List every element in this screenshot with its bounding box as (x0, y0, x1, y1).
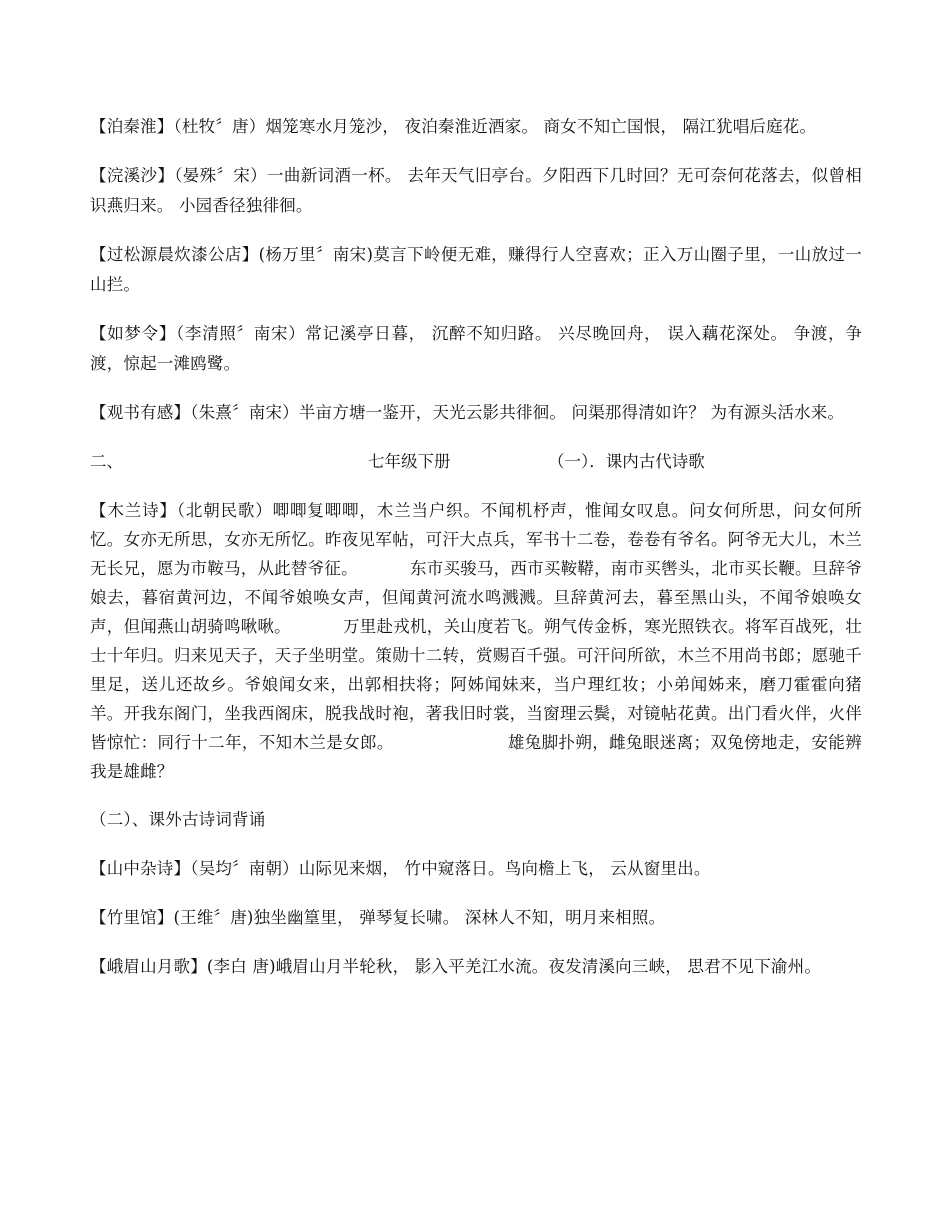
poem-huan-xi-sha (90, 161, 862, 221)
poem-bo-qin-huai (90, 112, 862, 142)
poem-text: 烟笼寒水月笼沙， 夜泊秦淮近酒家。 商女不知亡国恨， 隔江犹唱后庭花。 (265, 117, 817, 136)
poem-text: 东市买骏马，西市买鞍鞯，南市买辔头，北市买长鞭。旦辞爷娘去，暮宿黄河边，不闻爷娘唤女声，但闻黄河流水鸣溅溅。旦辞黄河去，暮至黑山头，不闻爷娘唤女声，但闻燕山胡骑鸣啾啾。 (90, 559, 862, 636)
poem-zhu-li-guan (90, 903, 862, 933)
section-heading (90, 447, 862, 477)
poem-text: 万里赴戎机，关山度若飞。朔气传金柝，寒光照铁衣。将军百战死，壮士十年归。归来见天子，天子坐明堂。策勋十二转，赏赐百千强。可汗问所欲，木兰不用尚书郎；愿驰千里足，送儿还故乡。爷娘闻女来，出郭相扶将；阿姊闻妹来，当户理红妆；小弟闻姊来，磨刀霍霍向猪羊。开我东阁门，坐我西阁床，脱我战时袍，著我旧时裳，当窗理云鬓，对镜帖花黄。出门看火伴，火伴皆惊忙：同行十二年，不知木兰是女郎。 (90, 617, 863, 752)
poem-text: 山际见来烟， 竹中窥落日。鸟向檐上飞， 云从窗里出。 (298, 859, 711, 878)
poem-text: 峨眉山月半轮秋， 影入平羌江水流。夜发清溪向三峡， 思君不见下渝州。 (275, 957, 822, 976)
poem-author: (王维〞唐) (173, 908, 254, 927)
poem-text: 半亩方塘一鉴开，天光云影共徘徊。 问渠那得清如许？ 为有源头活水来。 (298, 403, 845, 422)
poem-author: （朱熹〞南宋） (190, 403, 299, 422)
poem-title: 【浣溪沙】 (90, 166, 175, 185)
poem-ru-meng-ling (90, 319, 862, 379)
poem-title: 【木兰诗】 (90, 501, 177, 520)
poem-author: （北朝民歌） (176, 501, 273, 520)
poem-text: 一曲新词酒一杯。 去年天气旧亭台。夕阳西下几时回？无可奈何花落去，似曾相识燕归来。 小园香径独徘徊。 (90, 166, 862, 215)
poem-shan-zhong-za-shi (90, 854, 862, 884)
poem-guan-shu-you-gan (90, 398, 862, 428)
poem-author: (李白 唐) (206, 957, 276, 976)
poem-title: 【竹里馆】 (90, 908, 174, 927)
document-page (90, 112, 862, 1001)
poem-guo-song-yuan (90, 240, 862, 300)
section-part: （一）．课内古代诗歌 (548, 452, 705, 471)
poem-e-mei-shan-yue-ge (90, 952, 862, 982)
poem-title: 【观书有感】 (90, 403, 191, 422)
poem-author: （吴均〞南朝） (190, 859, 299, 878)
subsection-heading: （二）、课外古诗词背诵 (90, 810, 266, 829)
poem-text: 莫言下岭便无难，赚得行人空喜欢；正入万山圈子里，一山放过一山拦。 (90, 245, 862, 294)
poem-author: （李清照〞南宋） (176, 324, 306, 343)
section-grade: 七年级下册 (368, 452, 451, 471)
poem-title: 【峨眉山月歌】 (90, 957, 207, 976)
section-number: 二、 (90, 452, 123, 471)
poem-author: （杜牧〞唐） (173, 117, 266, 136)
poem-title: 【如梦令】 (90, 324, 177, 343)
poem-mulan (90, 496, 862, 786)
poem-title: 【泊秦淮】 (90, 117, 174, 136)
poem-title: 【过松源晨炊漆公店】 (90, 245, 259, 264)
poem-author: （晏殊〞宋） (174, 166, 268, 185)
poem-text: 雄兔脚扑朔，雌兔眼迷离；双兔傍地走，安能辨我是雄雌？ (90, 733, 862, 781)
poem-author: (杨万里〞南宋) (258, 245, 374, 264)
poem-title: 【山中杂诗】 (90, 859, 191, 878)
poem-text: 独坐幽篁里， 弹琴复长啸。 深林人不知，明月来相照。 (253, 908, 666, 927)
poem-text: 常记溪亭日暮， 沉醉不知归路。 兴尽晚回舟， 误入藕花深处。 争渡，争渡，惊起一滩鸥鹭。 (90, 324, 863, 373)
poem-text: 唧唧复唧唧，木兰当户织。不闻机杼声，惟闻女叹息。问女何所思，问女何所忆。女亦无所思，女亦无所忆。昨夜见军帖，可汗大点兵，军书十二卷，卷卷有爷名。阿爷无大儿，木兰无长兄，愿为市鞍马，从此替爷征。 (90, 501, 862, 578)
